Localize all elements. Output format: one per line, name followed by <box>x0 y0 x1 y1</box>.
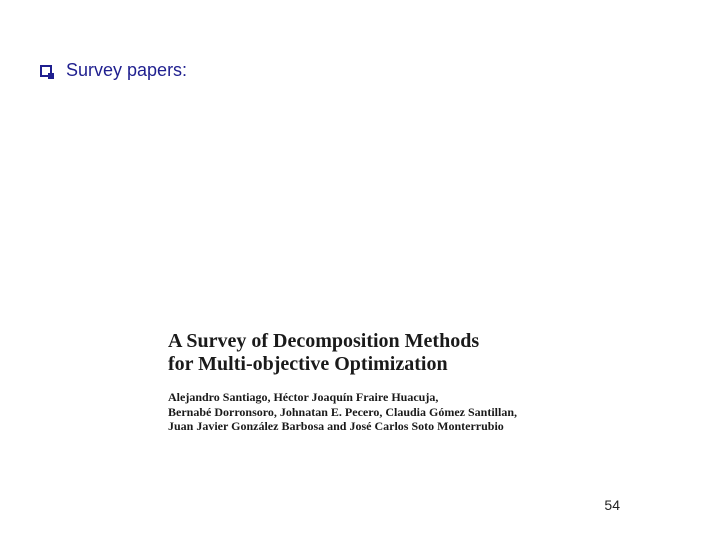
author-line: Juan Javier González Barbosa and José Carlos Soto Monterrubio <box>168 419 504 433</box>
bullet-text: Survey papers: <box>66 60 188 80</box>
paper-title-line: for Multi-objective Optimization <box>168 353 448 375</box>
author-line: Bernabé Dorronsoro, Johnatan E. Pecero, Claudia Gómez Santillan, <box>168 404 518 419</box>
paper-snippet <box>168 330 588 434</box>
square-bullet-icon <box>40 65 52 77</box>
bullet-item <box>40 60 187 81</box>
paper-title <box>168 330 588 376</box>
author-line: Alejandro Santiago, Héctor Joaquín Fraire Huacuja, <box>168 390 439 404</box>
paper-authors <box>168 390 588 434</box>
paper-title-line: A Survey of Decomposition Methods <box>168 330 480 352</box>
page-number: 54 <box>604 497 620 513</box>
